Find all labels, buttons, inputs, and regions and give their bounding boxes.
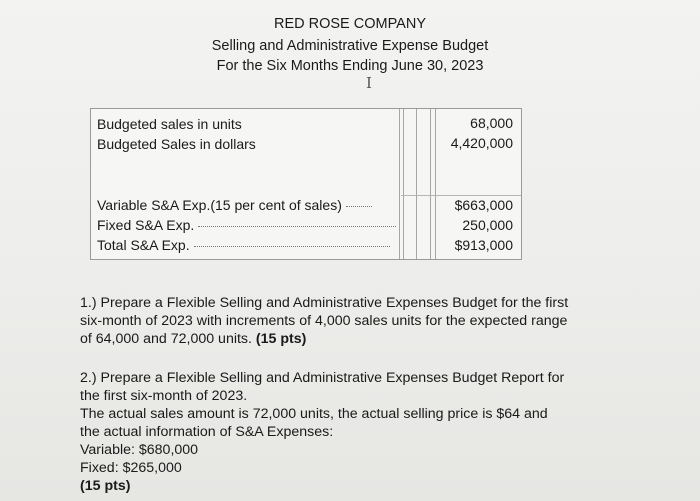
row-value-units: 68,000 [470,115,513,131]
row-value-variable-exp: $663,000 [454,197,513,213]
budget-table [90,108,522,260]
row-label-sales-dollars: Budgeted Sales in dollars [97,136,256,152]
row-divider [401,195,521,196]
question-1-points: (15 pts) [255,331,307,347]
question-2-fixed: Fixed: $265,000 [80,460,182,476]
leader-dots [198,226,396,227]
column-divider [399,109,400,259]
report-period: For the Six Months Ending June 30, 2023 [216,58,484,74]
row-value-total-exp: $913,000 [454,237,513,253]
row-value-fixed-exp: 250,000 [462,217,513,233]
leader-dots [346,206,372,207]
question-1-line-1: 1.) Prepare a Flexible Selling and Administrative Expenses Budget for the first [80,295,569,311]
leader-dots [194,246,390,247]
question-2-line-1: 2.) Prepare a Flexible Selling and Administrative Expenses Budget Report for [80,370,565,386]
question-1-range-text: of 64,000 and 72,000 units. [80,331,252,347]
total-exp-text: Total S&A Exp. [97,237,190,253]
company-name: RED ROSE COMPANY [273,16,426,32]
row-label-variable-exp [97,197,372,213]
question-2-variable: Variable: $680,000 [80,442,199,458]
column-divider [430,109,431,259]
question-2 [80,369,640,495]
question-1 [80,294,640,348]
report-title: Selling and Administrative Expense Budget [211,38,489,54]
column-divider [416,109,417,259]
question-2-line-4: the actual information of S&A Expenses: [80,424,334,440]
column-divider [403,109,404,259]
question-2-line-2: the first six-month of 2023. [80,388,248,404]
row-label-units: Budgeted sales in units [97,116,242,132]
column-divider [435,109,436,259]
row-label-fixed-exp [97,217,396,233]
variable-exp-text: Variable S&A Exp.(15 per cent of sales) [97,197,342,213]
question-1-line-2: six-month of 2023 with increments of 4,000 sales units for the expected range [80,313,568,329]
row-value-sales-dollars: 4,420,000 [450,135,513,151]
question-2-points: (15 pts) [80,478,131,494]
text-cursor-icon: I [366,74,372,92]
row-label-total-exp [97,237,390,253]
fixed-exp-text: Fixed S&A Exp. [97,217,195,233]
question-2-line-3: The actual sales amount is 72,000 units, the actual selling price is $64 and [80,406,548,422]
question-1-line-3 [80,330,640,348]
